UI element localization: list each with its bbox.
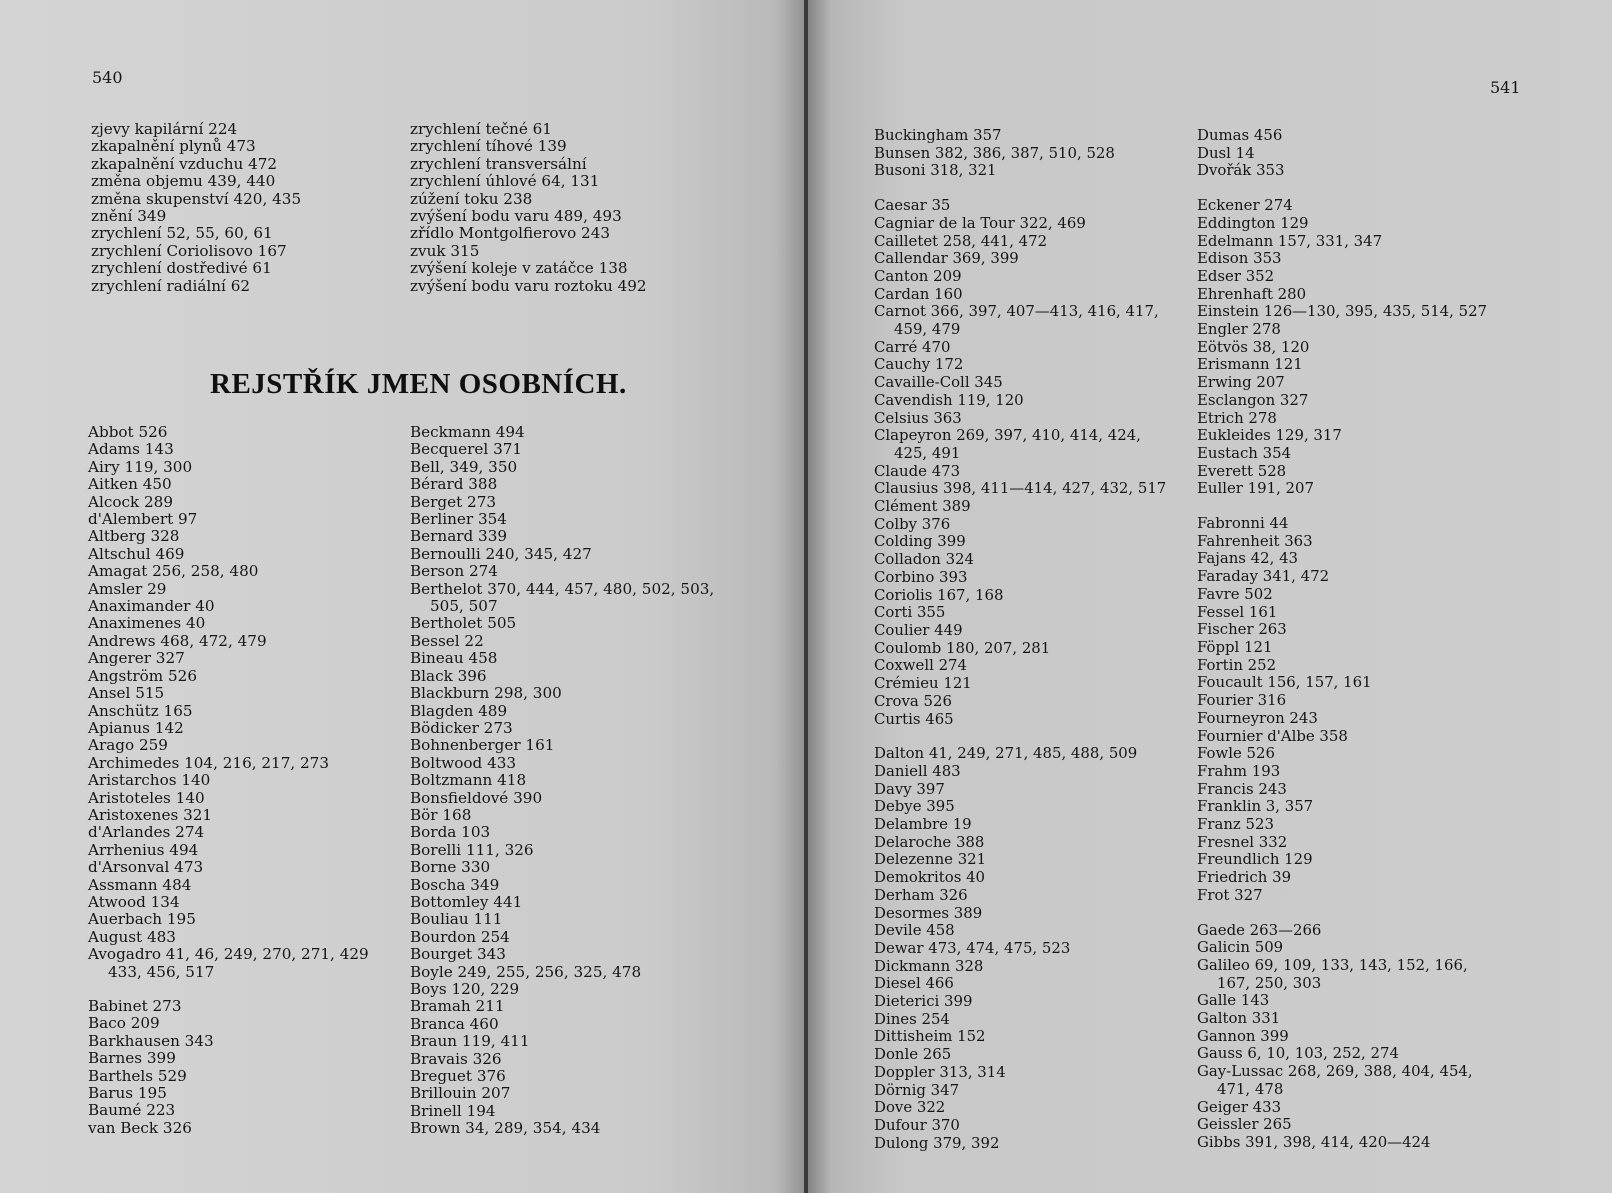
name-entry: Aitken 450 xyxy=(88,475,172,494)
name-entry: Galle 143 xyxy=(1197,991,1270,1010)
name-entry: Demokritos 40 xyxy=(874,868,986,887)
name-entry: Gauss 6, 10, 103, 252, 274 xyxy=(1197,1044,1399,1063)
name-entry: Coriolis 167, 168 xyxy=(874,585,1004,604)
name-entry: Auerbach 195 xyxy=(88,910,196,929)
name-entry: Geissler 265 xyxy=(1197,1115,1292,1134)
index-entry: zkapalnění vzduchu 472 xyxy=(91,154,278,173)
name-entry: Bessel 22 xyxy=(410,631,484,650)
name-entry: Franklin 3, 357 xyxy=(1197,797,1314,816)
index-entry: zvýšení bodu varu 489, 493 xyxy=(410,207,622,226)
name-entry: Dufour 370 xyxy=(874,1115,960,1134)
name-entry: Delaroche 388 xyxy=(874,832,985,851)
name-entry: Fournier d'Albe 358 xyxy=(1197,726,1348,745)
name-entry: Eötvös 38, 120 xyxy=(1197,337,1310,356)
name-entry: Busoni 318, 321 xyxy=(874,161,997,180)
name-entry: d'Arsonval 473 xyxy=(88,858,204,877)
name-entry: Berthelot 370, 444, 457, 480, 502, 503, xyxy=(410,579,715,598)
name-entry: Delambre 19 xyxy=(874,815,972,834)
name-entry: Esclangon 327 xyxy=(1197,390,1309,409)
name-entry: Faraday 341, 472 xyxy=(1197,567,1330,586)
name-entry: Corbino 393 xyxy=(874,567,968,586)
name-entry: Aristoteles 140 xyxy=(88,788,205,807)
index-entry: zrychlení radiální 62 xyxy=(91,276,251,295)
name-entry: Bouliau 111 xyxy=(410,910,503,929)
name-entry: Gibbs 391, 398, 414, 420—424 xyxy=(1197,1132,1431,1151)
name-entry: Bödicker 273 xyxy=(410,718,513,737)
name-entry: Diesel 466 xyxy=(874,974,954,993)
name-entry: Berliner 354 xyxy=(410,510,507,529)
name-entry: Davy 397 xyxy=(874,779,945,798)
name-entry: Colding 399 xyxy=(874,532,966,551)
index-entry: zjevy kapilární 224 xyxy=(91,120,238,138)
name-entry: Brillouin 207 xyxy=(410,1084,511,1103)
name-entry: Boltzmann 418 xyxy=(410,771,527,790)
name-entry: Fowle 526 xyxy=(1197,744,1275,763)
name-entry: Borne 330 xyxy=(410,858,491,877)
index-entry: zrychlení transversální xyxy=(410,154,587,173)
name-entry: Anaximander 40 xyxy=(88,597,215,616)
name-entry: Dewar 473, 474, 475, 523 xyxy=(874,938,1071,957)
name-entry: Archimedes 104, 216, 217, 273 xyxy=(88,753,330,772)
name-entry: Frahm 193 xyxy=(1197,761,1281,780)
name-entry: Arrhenius 494 xyxy=(88,840,199,859)
name-entry: Dittisheim 152 xyxy=(874,1027,986,1046)
name-entry-continuation: 433, 456, 517 xyxy=(108,962,215,981)
name-entry: Carnot 366, 397, 407—413, 416, 417, xyxy=(874,302,1159,321)
name-entry: Coulomb 180, 207, 281 xyxy=(874,638,1051,657)
name-entry: d'Alembert 97 xyxy=(88,510,198,529)
name-entry: Gannon 399 xyxy=(1197,1026,1289,1045)
name-entry: Everett 528 xyxy=(1197,461,1287,480)
name-entry: Becquerel 371 xyxy=(410,440,523,459)
name-entry: Dickmann 328 xyxy=(874,956,984,975)
name-entry: Foucault 156, 157, 161 xyxy=(1197,673,1372,692)
name-entry: Brown 34, 289, 354, 434 xyxy=(410,1119,601,1138)
name-entry: Apianus 142 xyxy=(88,718,184,737)
name-entry: Fourneyron 243 xyxy=(1197,708,1318,727)
name-entry: Clément 389 xyxy=(874,497,971,516)
name-entry: Blagden 489 xyxy=(410,701,508,720)
name-entry: Devile 458 xyxy=(874,921,955,940)
name-entry: Erwing 207 xyxy=(1197,373,1285,392)
index-entry: zvuk 315 xyxy=(410,241,480,260)
name-index-column-1 xyxy=(88,424,369,1137)
name-entry: Ansel 515 xyxy=(88,684,165,703)
name-entry: Dieterici 399 xyxy=(874,992,973,1011)
name-entry: Dvořák 353 xyxy=(1197,161,1285,180)
name-entry: Boys 120, 229 xyxy=(410,980,520,998)
index-entry: zřídlo Montgolfierovo 243 xyxy=(410,224,611,243)
name-entry: Breguet 376 xyxy=(410,1067,506,1086)
name-entry: Berson 274 xyxy=(410,562,498,581)
name-entry: Barus 195 xyxy=(88,1084,167,1103)
name-entry: Debye 395 xyxy=(874,797,955,816)
name-entry: Fourier 316 xyxy=(1197,691,1287,710)
name-entry: Angerer 327 xyxy=(88,649,185,668)
name-entry: Bourget 343 xyxy=(410,945,506,964)
name-index-column-3 xyxy=(874,127,1166,1152)
name-entry: Canton 209 xyxy=(874,266,962,285)
name-entry: Blackburn 298, 300 xyxy=(410,684,562,703)
name-entry-continuation: 505, 507 xyxy=(430,597,498,616)
name-entry: Borda 103 xyxy=(410,823,491,842)
subject-index-column-2 xyxy=(410,121,647,295)
name-entry: Freundlich 129 xyxy=(1197,850,1313,869)
name-entry: Andrews 468, 472, 479 xyxy=(88,631,267,650)
name-entry: Cauchy 172 xyxy=(874,355,964,374)
name-entry: Galileo 69, 109, 133, 143, 152, 166, xyxy=(1197,955,1468,974)
name-entry: Eustach 354 xyxy=(1197,443,1292,462)
name-entry: Airy 119, 300 xyxy=(88,457,193,476)
name-entry: Edelmann 157, 331, 347 xyxy=(1197,231,1383,250)
name-entry: Bonsfieldové 390 xyxy=(410,788,543,807)
name-entry: Bertholet 505 xyxy=(410,614,517,633)
name-entry: Beckmann 494 xyxy=(410,423,525,441)
name-entry: Colby 376 xyxy=(874,514,951,533)
section-heading: REJSTŘÍK JMEN OSOBNÍCH. xyxy=(210,368,627,400)
name-entry: Erismann 121 xyxy=(1197,355,1303,374)
name-entry: Fortin 252 xyxy=(1197,655,1277,674)
name-entry: Bravais 326 xyxy=(410,1049,502,1068)
name-entry: Bernard 339 xyxy=(410,527,508,546)
name-entry: Avogadro 41, 46, 249, 270, 271, 429 xyxy=(88,945,369,964)
name-entry: Engler 278 xyxy=(1197,320,1281,339)
name-entry: Baco 209 xyxy=(88,1014,160,1033)
page-number-right: 541 xyxy=(1490,78,1521,97)
subject-index-column-1 xyxy=(91,121,301,295)
name-entry: Corti 355 xyxy=(874,603,946,622)
name-entry: Euller 191, 207 xyxy=(1197,479,1314,498)
name-entry: Clausius 398, 411—414, 427, 432, 517 xyxy=(874,479,1167,498)
name-entry: Gay-Lussac 268, 269, 388, 404, 454, xyxy=(1197,1062,1473,1081)
name-entry: Boyle 249, 255, 256, 325, 478 xyxy=(410,962,642,981)
name-entry: Bell, 349, 350 xyxy=(410,457,518,476)
name-entry: Fessel 161 xyxy=(1197,602,1278,621)
page-number-left: 540 xyxy=(92,68,123,87)
name-entry: Geiger 433 xyxy=(1197,1097,1282,1116)
name-entry: Black 396 xyxy=(410,666,487,685)
name-entry: Eddington 129 xyxy=(1197,213,1309,232)
right-page xyxy=(808,0,1612,1193)
index-entry: zrychlení tečné 61 xyxy=(410,120,552,138)
name-entry: Anaximenes 40 xyxy=(88,614,206,633)
name-entry: Amagat 256, 258, 480 xyxy=(88,562,259,581)
index-entry: zrychlení tíhové 139 xyxy=(410,137,567,156)
name-entry: Caesar 35 xyxy=(874,196,951,215)
index-entry: zúžení toku 238 xyxy=(410,189,533,208)
name-entry: Claude 473 xyxy=(874,461,961,480)
name-entry: Edison 353 xyxy=(1197,249,1282,268)
name-entry: Atwood 134 xyxy=(88,892,180,911)
name-entry: Boscha 349 xyxy=(410,875,500,894)
name-entry: Clapeyron 269, 397, 410, 414, 424, xyxy=(874,426,1141,445)
name-entry: Doppler 313, 314 xyxy=(874,1062,1006,1081)
name-entry: Fahrenheit 363 xyxy=(1197,531,1313,550)
name-entry: Daniell 483 xyxy=(874,761,961,780)
name-entry: Alcock 289 xyxy=(88,492,173,511)
name-entry: Cavaille-Coll 345 xyxy=(874,373,1003,392)
name-entry: Barthels 529 xyxy=(88,1066,187,1085)
name-entry: Desormes 389 xyxy=(874,903,983,922)
name-entry: van Beck 326 xyxy=(88,1118,192,1137)
name-entry: Bohnenberger 161 xyxy=(410,736,555,755)
name-entry: Dumas 456 xyxy=(1197,126,1283,144)
name-entry: Assmann 484 xyxy=(88,875,192,894)
name-entry: Galton 331 xyxy=(1197,1009,1281,1028)
name-entry: Colladon 324 xyxy=(874,550,975,569)
index-entry: zvýšení koleje v zatáčce 138 xyxy=(410,259,628,278)
name-entry: Crémieu 121 xyxy=(874,674,972,693)
name-entry: Föppl 121 xyxy=(1197,637,1273,656)
name-entry: Eukleides 129, 317 xyxy=(1197,426,1342,445)
name-entry: Carré 470 xyxy=(874,337,951,356)
name-entry-continuation: 425, 491 xyxy=(894,443,961,462)
name-entry: Dusl 14 xyxy=(1197,143,1255,162)
index-entry: změna skupenství 420, 435 xyxy=(91,189,302,208)
index-entry: zrychlení úhlové 64, 131 xyxy=(410,172,600,191)
name-entry: Einstein 126—130, 395, 435, 514, 527 xyxy=(1197,302,1488,321)
name-entry: Cagniar de la Tour 322, 469 xyxy=(874,213,1086,232)
index-entry: zrychlení Coriolisovo 167 xyxy=(91,241,287,260)
name-entry: Aristarchos 140 xyxy=(88,771,211,790)
name-entry: Gaede 263—266 xyxy=(1197,920,1322,939)
name-entry: Arago 259 xyxy=(88,736,168,755)
name-entry: Bottomley 441 xyxy=(410,892,523,911)
name-entry: Friedrich 39 xyxy=(1197,868,1292,887)
name-entry: Bör 168 xyxy=(410,805,472,824)
name-entry: Fabronni 44 xyxy=(1197,514,1289,533)
name-entry: Barnes 399 xyxy=(88,1049,176,1068)
name-entry: Fischer 263 xyxy=(1197,620,1287,639)
name-entry: Etrich 278 xyxy=(1197,408,1277,427)
name-entry: Abbot 526 xyxy=(88,423,168,441)
name-entry: Fresnel 332 xyxy=(1197,832,1288,851)
name-entry: Branca 460 xyxy=(410,1014,499,1033)
name-entry: Braun 119, 411 xyxy=(410,1032,530,1051)
name-entry: Adams 143 xyxy=(88,440,174,459)
name-entry: d'Arlandes 274 xyxy=(88,823,205,842)
name-entry: Favre 502 xyxy=(1197,584,1273,603)
name-entry: Bérard 388 xyxy=(410,475,498,494)
name-entry-continuation: 167, 250, 303 xyxy=(1217,973,1322,992)
name-entry: Bourdon 254 xyxy=(410,927,510,946)
name-entry: Bernoulli 240, 345, 427 xyxy=(410,544,592,563)
name-entry: Bramah 211 xyxy=(410,997,505,1016)
index-entry: zkapalnění plynů 473 xyxy=(91,137,256,156)
name-entry: Buckingham 357 xyxy=(874,126,1002,144)
name-entry: Anschütz 165 xyxy=(88,701,193,720)
name-entry: Francis 243 xyxy=(1197,779,1287,798)
name-entry: Baumé 223 xyxy=(88,1101,176,1120)
name-entry: Berget 273 xyxy=(410,492,497,511)
index-entry: zrychlení 52, 55, 60, 61 xyxy=(91,224,273,243)
name-entry: Cardan 160 xyxy=(874,284,963,303)
name-entry: Delezenne 321 xyxy=(874,850,987,869)
index-entry: znění 349 xyxy=(91,207,167,226)
name-entry: Cavendish 119, 120 xyxy=(874,390,1024,409)
name-entry: Fajans 42, 43 xyxy=(1197,549,1299,568)
name-entry: August 483 xyxy=(88,927,176,946)
name-entry: Angström 526 xyxy=(88,666,197,685)
name-entry: Derham 326 xyxy=(874,885,968,904)
name-index-column-4 xyxy=(1197,127,1487,1152)
name-entry: Coxwell 274 xyxy=(874,656,967,675)
name-entry: Dulong 379, 392 xyxy=(874,1133,1000,1152)
name-entry: Altberg 328 xyxy=(88,527,180,546)
index-entry: zrychlení dostředivé 61 xyxy=(91,259,272,278)
name-index-column-2 xyxy=(410,424,714,1138)
name-entry: Dalton 41, 249, 271, 485, 488, 509 xyxy=(874,744,1138,763)
name-entry-continuation: 471, 478 xyxy=(1217,1079,1284,1098)
name-entry: Celsius 363 xyxy=(874,408,962,427)
name-entry: Babinet 273 xyxy=(88,997,182,1015)
name-entry: Coulier 449 xyxy=(874,620,963,639)
name-entry: Crova 526 xyxy=(874,691,952,710)
name-entry: Aristoxenes 321 xyxy=(88,805,213,824)
name-entry: Eckener 274 xyxy=(1197,196,1293,215)
name-entry: Curtis 465 xyxy=(874,709,954,728)
name-entry: Franz 523 xyxy=(1197,815,1274,834)
name-entry: Callendar 369, 399 xyxy=(874,249,1019,268)
name-entry: Altschul 469 xyxy=(88,544,185,563)
name-entry: Barkhausen 343 xyxy=(88,1031,214,1050)
name-entry: Bunsen 382, 386, 387, 510, 528 xyxy=(874,143,1115,162)
name-entry: Amsler 29 xyxy=(88,579,167,598)
name-entry: Dines 254 xyxy=(874,1009,950,1028)
name-entry: Dörnig 347 xyxy=(874,1080,960,1099)
name-entry: Ehrenhaft 280 xyxy=(1197,284,1307,303)
index-entry: zvýšení bodu varu roztoku 492 xyxy=(410,276,647,295)
name-entry: Brinell 194 xyxy=(410,1101,496,1120)
name-entry: Galicin 509 xyxy=(1197,938,1284,957)
name-entry: Dove 322 xyxy=(874,1098,946,1117)
index-entry: změna objemu 439, 440 xyxy=(91,172,276,191)
name-entry: Donle 265 xyxy=(874,1045,952,1064)
name-entry-continuation: 459, 479 xyxy=(894,320,961,339)
name-entry: Cailletet 258, 441, 472 xyxy=(874,231,1048,250)
name-entry: Bineau 458 xyxy=(410,649,498,668)
name-entry: Edser 352 xyxy=(1197,266,1275,285)
name-entry: Borelli 111, 326 xyxy=(410,840,534,859)
name-entry: Frot 327 xyxy=(1197,885,1263,904)
name-entry: Boltwood 433 xyxy=(410,753,517,772)
